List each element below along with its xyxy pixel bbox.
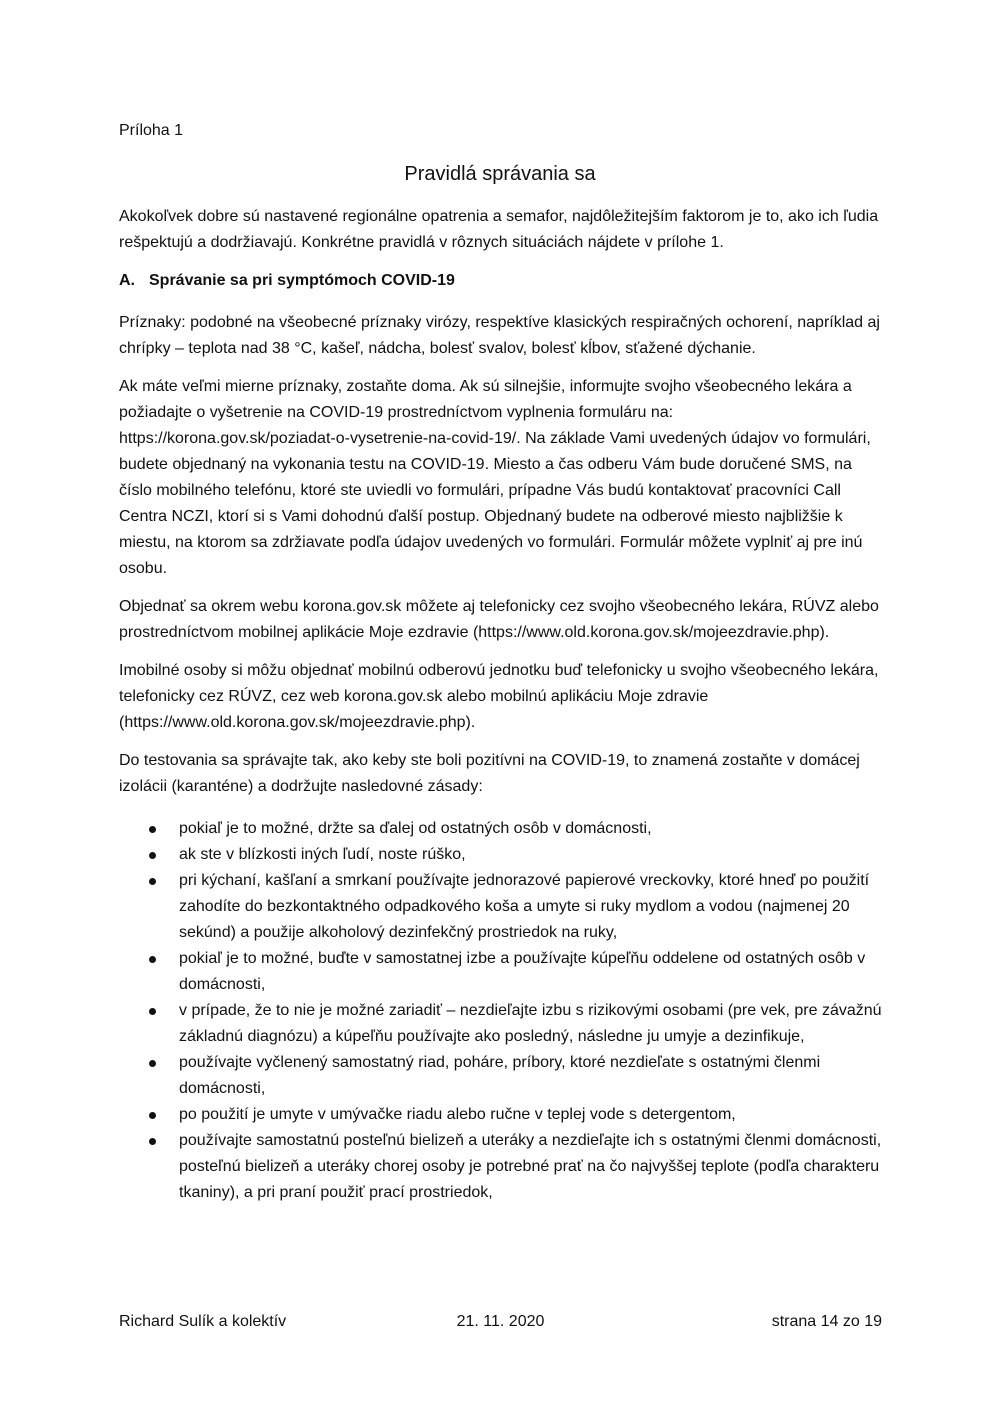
bullet-icon <box>149 852 156 859</box>
list-item: používajte samostatnú posteľnú bielizeň a uteráky a nezdieľajte ich s ostatnými členmi domácnosti, posteľnú bielizeň a uteráky chorej osoby je potrebné prať na čo najvyššej teplote (podľa charakteru tkaniny), a pri praní použiť prací prostriedok, <box>119 1128 884 1206</box>
list-item: používajte vyčlenený samostatný riad, poháre, príbory, ktoré nezdieľate s ostatnými členmi domácnosti, <box>119 1050 884 1102</box>
document-body <box>119 204 884 1206</box>
list-item: pokiaľ je to možné, držte sa ďalej od ostatných osôb v domácnosti, <box>119 816 884 842</box>
footer-author: Richard Sulík a kolektív <box>119 1313 287 1330</box>
paragraph-symptoms: Príznaky: podobné na všeobecné príznaky virózy, respektíve klasických respiračných ochorení, napríklad aj chrípky – teplota nad 38 °C, kašeľ, nádcha, bolesť svalov, bolesť kĺbov, sťažené dýchanie. <box>119 314 880 357</box>
page-title: Pravidlá správania sa <box>404 163 596 185</box>
bullet-icon <box>149 826 156 833</box>
bullet-icon <box>149 1138 156 1145</box>
bullet-icon <box>149 1112 156 1119</box>
section-heading <box>119 268 884 294</box>
paragraph-before-testing: Do testovania sa správajte tak, ako keby ste boli pozitívni na COVID-19, to znamená zostaňte v domácej izolácii (karanténe) a dodržujte nasledovné zásady: <box>119 752 860 795</box>
bullet-icon <box>149 956 156 963</box>
rules-list <box>119 816 884 1206</box>
paragraph-ordering: Objednať sa okrem webu korona.gov.sk môžete aj telefonicky cez svojho všeobecného lekára, RÚVZ alebo prostredníctvom mobilnej aplikácie Moje ezdravie (https://www.old.korona.gov.sk/mojeezdravie.php). <box>119 598 879 641</box>
section-letter: A. <box>119 272 135 289</box>
list-item: pri kýchaní, kašľaní a smrkaní používajte jednorazové papierové vreckovky, ktoré hneď po použití zahodíte do bezkontaktného odpadkového koša a umyte si ruky mydlom a vodou (najmenej 20 sekúnd) a použije alkoholový dezinfekčný prostriedok na ruky, <box>119 868 884 946</box>
bullet-icon <box>149 1060 156 1067</box>
list-item: po použití je umyte v umývačke riadu alebo ručne v teplej vode s detergentom, <box>119 1102 884 1128</box>
bullet-icon <box>149 1008 156 1015</box>
bullet-icon <box>149 878 156 885</box>
list-item: ak ste v blízkosti iných ľudí, noste rúško, <box>119 842 884 868</box>
attachment-label: Príloha 1 <box>119 122 184 139</box>
list-item: pokiaľ je to možné, buďte v samostatnej izbe a používajte kúpeľňu oddelene od ostatných osôb v domácnosti, <box>119 946 884 998</box>
section-title: Správanie sa pri symptómoch COVID-19 <box>149 272 455 289</box>
list-item: v prípade, že to nie je možné zariadiť – nezdieľajte izbu s rizikovými osobami (pre vek, pre závažnú základnú diagnózu) a kúpeľňu používajte ako posledný, následne ju umyje a dezinfikuje, <box>119 998 884 1050</box>
paragraph-mild-symptoms: Ak máte veľmi mierne príznaky, zostaňte doma. Ak sú silnejšie, informujte svojho všeobecného lekára a požiadajte o vyšetrenie na COVID-19 prostredníctvom vyplnenia formuláru na: https://korona.gov.sk/poziadat-o-vysetrenie-na-covid-19/. Na základe Vami uvedených údajov vo formulári, budete objednaný na vykonania testu na COVID-19. Miesto a čas odberu Vám bude doručené SMS, na číslo mobilného telefónu, ktoré ste uviedli vo formulári, prípadne Vás budú kontaktovať pracovníci Call Centra NCZI, ktorí si s Vami dohodnú ďalší postup. Objednaný budete na odberové miesto najbližšie k miestu, na ktorom sa zdržiavate podľa údajov uvedených vo formulári. Formulár môžete vyplniť aj pre inú osobu. <box>119 378 871 577</box>
paragraph-immobile: Imobilné osoby si môžu objednať mobilnú odberovú jednotku buď telefonicky u svojho všeobecného lekára, telefonicky cez RÚVZ, cez web korona.gov.sk alebo mobilnú aplikáciu Moje zdravie (https://www.old.korona.gov.sk/mojeezdravie.php). <box>119 662 879 731</box>
footer-date: 21. 11. 2020 <box>456 1313 545 1330</box>
footer-page-number: strana 14 zo 19 <box>771 1313 882 1330</box>
intro-paragraph: Akokoľvek dobre sú nastavené regionálne opatrenia a semafor, najdôležitejším faktorom je to, ako ich ľudia rešpektujú a dodržiavajú. Konkrétne pravidlá v rôznych situáciách nájdete v prílohe 1. <box>119 208 879 251</box>
